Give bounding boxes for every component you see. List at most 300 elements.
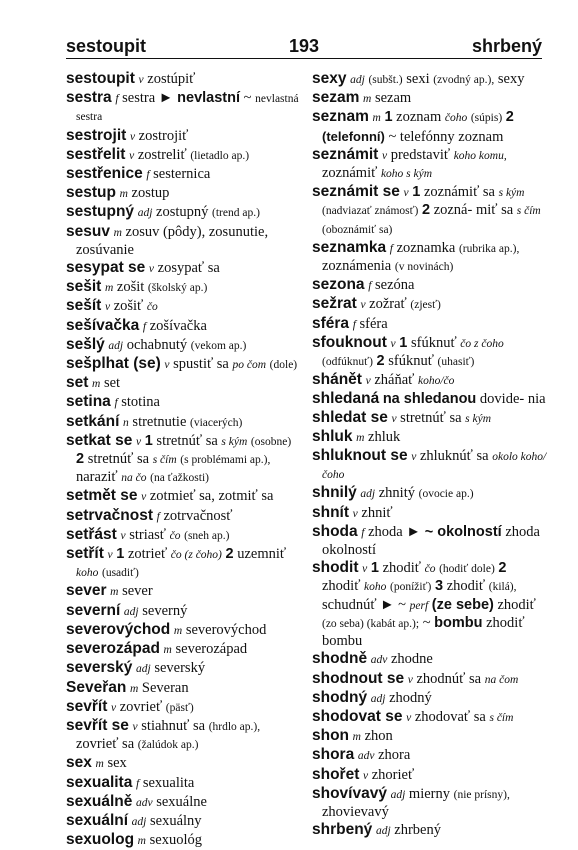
entry-it: koho komu, [453, 149, 507, 162]
dictionary-entry [312, 239, 548, 276]
entry-pos: v [141, 491, 147, 504]
entry-tr: sexuálny [149, 812, 202, 829]
headword: sestrojit [66, 126, 127, 144]
entry-note: (zvodný ap.), [433, 74, 495, 86]
entry-pos: m [104, 282, 114, 295]
entry-pos: f [135, 777, 140, 790]
entry-tr: zostupný [156, 204, 209, 221]
dictionary-entry [66, 70, 302, 89]
dictionary-entry [66, 774, 302, 793]
dictionary-entry [312, 447, 548, 484]
entry-tr: zošiť [113, 298, 144, 315]
dictionary-entry [312, 371, 548, 390]
entry-tr: zotrieť [127, 546, 168, 563]
left-column [66, 70, 302, 850]
headword: sex [66, 754, 92, 772]
dictionary-entry [312, 276, 548, 295]
entry-tr: uzemniť [237, 546, 287, 563]
dictionary-entry [312, 504, 548, 523]
headword: seznámit [312, 145, 379, 163]
dictionary-entry [312, 295, 548, 314]
entry-tr: zoznamka [396, 239, 456, 256]
entry-pos: v [164, 359, 170, 372]
headword: setkání [66, 412, 120, 430]
headword: shora [312, 746, 355, 764]
entry-tr: zháňať [374, 372, 415, 389]
entry-it: s kým [221, 435, 248, 448]
headword: sesypat se [66, 259, 146, 277]
entry-note: (v novinách) [394, 261, 454, 274]
entry-pos: f [156, 510, 160, 523]
dictionary-entry [312, 89, 548, 108]
entry-note: (ovocie ap.) [418, 488, 474, 501]
entry-tr: Severan [141, 679, 189, 696]
entry-pos: adj [360, 488, 376, 501]
headword: setina [66, 393, 111, 411]
entry-pos: v [132, 720, 138, 733]
entry-pos: v [406, 711, 412, 724]
entry-pos: v [390, 337, 396, 350]
entry-tr: zhoda okolností [322, 523, 540, 559]
entry-note: (zjesť) [410, 299, 441, 312]
entry-tr: zhluk [368, 428, 401, 445]
entry-tr: sexualita [142, 774, 195, 791]
dictionary-entry [66, 336, 302, 355]
entry-tr: zhon [364, 728, 393, 745]
entry-note: nevlastná sestra [76, 93, 299, 124]
entry-tr: zhodiť [382, 560, 421, 577]
headword: sešlý [66, 335, 105, 353]
entry-pos: m [137, 835, 146, 848]
entry-tr: predstaviť [390, 146, 451, 163]
headword: shluk [312, 427, 353, 445]
entry-tr: zhorieť [371, 766, 415, 783]
entry-pos: v [362, 563, 368, 576]
entry-tr: zoznámiť [322, 165, 378, 182]
headword: sestřelit [66, 145, 126, 163]
entry-tr: sesternica [153, 166, 211, 183]
entry-pos: m [363, 93, 372, 106]
entry-note: (rubrika ap.), [458, 242, 520, 255]
entry-tr: sexuológ [149, 832, 202, 849]
dictionary-entry [66, 432, 302, 488]
dictionary-entry [66, 487, 302, 506]
entry-pos: adj [136, 663, 151, 676]
entry-tr: zhodne [390, 651, 433, 668]
dictionary-entry [312, 146, 548, 183]
dictionary-entry [66, 355, 302, 374]
dictionary-entry [66, 203, 302, 222]
headword: sféra [312, 314, 350, 332]
entry-tr: sezam [374, 90, 412, 107]
entry-b: 1 [399, 334, 408, 351]
headword: shovívavý [312, 784, 387, 802]
entry-note: (s problémami ap.), [180, 454, 271, 467]
entry-tr: ~ telefónny zoznam [388, 128, 504, 145]
headword: set [66, 374, 89, 392]
entry-tr: severný [142, 602, 188, 619]
entry-tr: zhodiť [497, 596, 536, 613]
entry-tr: naraziť [76, 469, 118, 486]
entry-b: ► nevlastní [158, 90, 241, 107]
dictionary-entry [66, 278, 302, 297]
headword: sešít [66, 297, 102, 315]
dictionary-entry [312, 821, 548, 840]
dictionary-entry [66, 413, 302, 432]
entry-pos: adj [123, 605, 139, 618]
entry-tr: zhodiť [322, 578, 361, 595]
entry-b: 3 [434, 578, 444, 595]
dictionary-entry [66, 526, 302, 545]
entry-pos: adj [390, 788, 406, 801]
entry-pos: v [104, 301, 111, 314]
entry-note: (osobne) [250, 435, 292, 448]
entry-tr: spustiť sa [173, 356, 229, 373]
entry-it: čo (z čoho) [170, 549, 222, 562]
entry-it: po čom [232, 359, 267, 372]
entry-tr: sexy [497, 71, 525, 87]
entry-pos: adv [135, 796, 153, 809]
entry-tr: zhora [378, 747, 411, 764]
entry-it: s kým [465, 412, 492, 425]
entry-it: koho s kým [380, 168, 433, 181]
entry-tr: zostrojiť [138, 127, 189, 144]
headword: Seveřan [66, 678, 127, 696]
headword: sexy [312, 70, 347, 87]
entry-pos: v [403, 187, 409, 200]
headword: shluknout se [312, 447, 408, 465]
entry-pos: m [372, 112, 381, 125]
entry-pos: m [163, 644, 172, 657]
entry-tr: severovýchod [185, 621, 267, 638]
dictionary-entry [312, 650, 548, 669]
entry-pos: v [411, 451, 417, 464]
headword: severovýchod [66, 620, 171, 638]
entry-note: (odfúknuť) [322, 356, 373, 369]
dictionary-entry [312, 183, 548, 239]
entry-b: ► [380, 596, 395, 613]
headword: shrbený [312, 821, 373, 839]
dictionary-entry [66, 717, 302, 754]
entry-note: (nie prísny), [453, 788, 510, 801]
entry-tr: sexuálne [156, 793, 207, 810]
entry-it: čo [169, 529, 181, 542]
headword: severní [66, 601, 121, 619]
entry-b: 1 [384, 109, 393, 126]
entry-it: koho [76, 567, 99, 580]
entry-tr: stretnúť sa [400, 409, 462, 426]
entry-tr: zhnitý [378, 485, 415, 502]
entry-pos: adj [131, 815, 147, 828]
entry-b: 2 [225, 546, 234, 563]
dictionary-entry [66, 259, 302, 278]
entry-pos: v [148, 263, 155, 276]
entry-tr: zotrvačnosť [163, 507, 233, 524]
entry-note: (päsť) [165, 701, 194, 714]
entry-pos: m [113, 226, 122, 239]
entry-pos: f [142, 320, 147, 333]
dictionary-entry [312, 785, 548, 821]
entry-note: (oboznámiť sa) [322, 223, 393, 236]
dictionary-entry [66, 545, 302, 582]
headword: sexuálně [66, 792, 133, 810]
headword: sestřenice [66, 165, 143, 183]
dictionary-entry [66, 621, 302, 640]
entry-tr: stotina [121, 394, 160, 411]
headword: shodit [312, 559, 359, 577]
entry-tr: stiahnuť sa [141, 717, 206, 734]
headword: shnilý [312, 484, 357, 502]
headword: sfouknout [312, 333, 387, 351]
entry-tr: severozápad [175, 641, 248, 658]
headword: shodovat se [312, 707, 403, 725]
entry-pos: m [92, 378, 101, 391]
dictionary-entry [66, 127, 302, 146]
headword: sešívačka [66, 316, 140, 334]
entry-note: (kilá), [488, 581, 517, 594]
headword: seznamka [312, 238, 387, 256]
headword: shánět [312, 371, 362, 389]
entry-it: čo [424, 563, 436, 576]
right-column [312, 70, 548, 840]
entry-tr: zoznam [396, 109, 442, 126]
headword: sevřít [66, 697, 108, 715]
entry-pos: f [114, 397, 118, 410]
entry-tr: zostreliť [137, 146, 187, 163]
entry-pos: f [352, 318, 356, 331]
entry-note: (nadviazať známosť) [322, 205, 419, 218]
headword: sestoupit [66, 70, 135, 87]
entry-note: (subšt.) [368, 74, 403, 86]
entry-tr: zožrať [369, 296, 407, 313]
entry-tr: zhluknúť sa [419, 448, 489, 465]
headword: shledaná [312, 390, 380, 408]
entry-note: (lietadlo ap.) [190, 149, 250, 162]
headword: shodně [312, 650, 368, 668]
headword: shledat se [312, 408, 388, 426]
entry-note: (dole) [269, 359, 298, 372]
entry-tr: striasť [129, 526, 167, 543]
entry-it: okolo koho/čoho [322, 451, 547, 482]
dictionary-entry [66, 679, 302, 698]
entry-note: (trend ap.) [212, 207, 260, 220]
entry-tr: dovide- nia [479, 391, 546, 408]
entry-tr: stretnúť sa [87, 451, 150, 468]
entry-pos: v [129, 130, 136, 143]
entry-pos: adj [108, 339, 124, 352]
entry-pos: v [135, 435, 142, 448]
headword: shnít [312, 503, 350, 521]
entry-note: (súpis) [470, 112, 503, 125]
entry-note: (žalúdok ap.) [137, 739, 199, 752]
entry-tr: zhodiť bombu [322, 614, 525, 650]
dictionary-entry [312, 70, 548, 89]
dictionary-entry [312, 689, 548, 708]
entry-b: na shledanou [382, 391, 477, 408]
entry-tr: sex [107, 755, 127, 772]
entry-note: (školský ap.) [147, 282, 208, 295]
running-header [66, 20, 542, 60]
headword: sestup [66, 184, 116, 202]
entry-tr: zovrieť sa [76, 736, 135, 753]
dictionary-entry [66, 146, 302, 165]
entry-note: (viacerých) [190, 416, 243, 429]
entry-b: (ze sebe) [431, 596, 494, 613]
entry-tr: sféra [359, 315, 388, 332]
entry-tr: zhodný [389, 689, 432, 706]
dictionary-entry [66, 754, 302, 773]
entry-tr: sezóna [375, 277, 415, 294]
entry-tr: schudnúť [322, 596, 377, 613]
entry-note: (usadiť) [101, 567, 139, 580]
entry-pos: v [391, 412, 397, 425]
dictionary-entry [312, 523, 548, 559]
headword: sešplhat (se) [66, 355, 161, 373]
headword: sestra [66, 89, 112, 107]
dictionary-entry [312, 559, 548, 650]
headword: setřást [66, 525, 117, 543]
entry-tr: severský [154, 660, 206, 677]
headword: sestupný [66, 203, 135, 221]
entry-pos: m [110, 586, 119, 599]
dictionary-entry [66, 812, 302, 831]
entry-tr: zoznámenia [322, 258, 392, 275]
header-last-entry: shrbený [471, 36, 542, 56]
entry-pos: f [389, 242, 393, 255]
entry-tr: sestra [122, 90, 156, 107]
entry-pos: v [352, 507, 358, 520]
headword: sešit [66, 278, 102, 296]
dictionary-entry [66, 659, 302, 678]
entry-b: 1 [116, 546, 125, 563]
entry-pos: adj [137, 207, 153, 220]
entry-tr: zošit [116, 279, 145, 296]
dictionary-entry [66, 602, 302, 621]
entry-pos: v [107, 549, 113, 562]
entry-note: (ponížiť) [390, 581, 432, 594]
entry-tr: zhodovať sa [414, 708, 486, 725]
page-number: 193 [288, 36, 320, 56]
headword: seznámit se [312, 183, 400, 201]
headword: shon [312, 727, 350, 745]
entry-pos: v [407, 673, 413, 686]
entry-pos: v [111, 701, 117, 714]
headword: sexualita [66, 773, 133, 791]
dictionary-entry [312, 315, 548, 334]
dictionary-entry [312, 746, 548, 765]
headword: sexuální [66, 811, 129, 829]
headword: setrvačnost [66, 506, 154, 524]
headword: severozápad [66, 640, 160, 658]
entry-tr: zotmieť sa, zotmiť sa [149, 488, 274, 505]
dictionary-entry [312, 670, 548, 689]
dictionary-entry [312, 484, 548, 503]
entry-pos: f [146, 169, 150, 182]
header-first-entry: sestoupit [66, 36, 147, 56]
entry-it: na čo [121, 472, 147, 485]
headword: sever [66, 582, 107, 600]
entry-it: na čom [484, 673, 519, 686]
entry-pos: adv [357, 750, 375, 763]
dictionary-entry [66, 698, 302, 717]
entry-tr: sfúknuť [410, 334, 457, 351]
entry-pos: m [356, 431, 365, 444]
entry-pos: m [129, 682, 139, 695]
entry-pos: m [352, 731, 361, 744]
entry-b: ► ~ okolností [406, 523, 502, 540]
dictionary-entry [66, 223, 302, 259]
dictionary-entry [312, 108, 548, 145]
entry-it: perf [409, 599, 429, 612]
dictionary-entry [312, 708, 548, 727]
entry-tr: ~ [422, 614, 431, 631]
entry-tr: set [103, 375, 121, 392]
headword: shořet [312, 765, 360, 783]
entry-pos: v [365, 375, 371, 388]
headword: setkat se [66, 431, 133, 449]
headword: sezona [312, 276, 365, 294]
entry-b: 2 [421, 202, 431, 219]
entry-tr: zosuv (pôdy), zosunutie, zosúvanie [76, 223, 269, 258]
entry-tr: ~ [398, 596, 406, 613]
entry-tr: mierny [408, 785, 450, 802]
entry-b: 2 [505, 109, 514, 126]
entry-note: (sneh ap.) [184, 529, 230, 542]
entry-sub: (telefonní) [322, 128, 385, 144]
entry-it: čo [146, 301, 158, 314]
headword: setřít [66, 545, 104, 563]
headword: setmět se [66, 487, 138, 505]
entry-tr: zhodiť [446, 578, 486, 595]
entry-pos: v [360, 299, 366, 312]
entry-it: s čím [516, 205, 541, 218]
entry-tr: stretnutie [132, 413, 187, 430]
entry-it: s kým [498, 187, 525, 200]
dictionary-entry [66, 89, 302, 126]
entry-b: 1 [370, 560, 379, 577]
entry-tr: zhniť [361, 504, 393, 521]
entry-it: čo z čoho [460, 337, 504, 350]
entry-pos: m [95, 758, 104, 771]
entry-pos: v [138, 74, 144, 86]
headword: sezam [312, 89, 360, 107]
entry-pos: adv [370, 654, 388, 667]
dictionary-entry [66, 507, 302, 526]
dictionary-entry [66, 393, 302, 412]
entry-note: (hodiť dole) [439, 563, 495, 576]
entry-it: s čím [152, 454, 177, 467]
entry-it: čoho [444, 112, 468, 125]
entry-tr: zoznámiť sa [423, 184, 495, 201]
entry-tr: zhrbený [394, 822, 441, 839]
dictionary-entry [312, 334, 548, 371]
entry-pos: m [173, 624, 183, 637]
headword: severský [66, 659, 133, 677]
entry-tr: zhodnúť sa [416, 670, 482, 687]
entry-pos: f [115, 93, 119, 106]
entry-tr: zhoda [368, 523, 403, 540]
entry-tr: ~ [243, 90, 252, 107]
entry-tr: zostúpiť [147, 71, 196, 87]
entry-b: 2 [376, 353, 385, 370]
entry-tr: sfúknuť [388, 353, 434, 370]
entry-b: bombu [434, 614, 483, 631]
header-rule [66, 58, 542, 59]
entry-note: (hrdlo ap.), [208, 720, 261, 733]
dictionary-entry [312, 727, 548, 746]
entry-pos: m [119, 188, 128, 201]
entry-note: (uhasiť) [437, 356, 475, 369]
